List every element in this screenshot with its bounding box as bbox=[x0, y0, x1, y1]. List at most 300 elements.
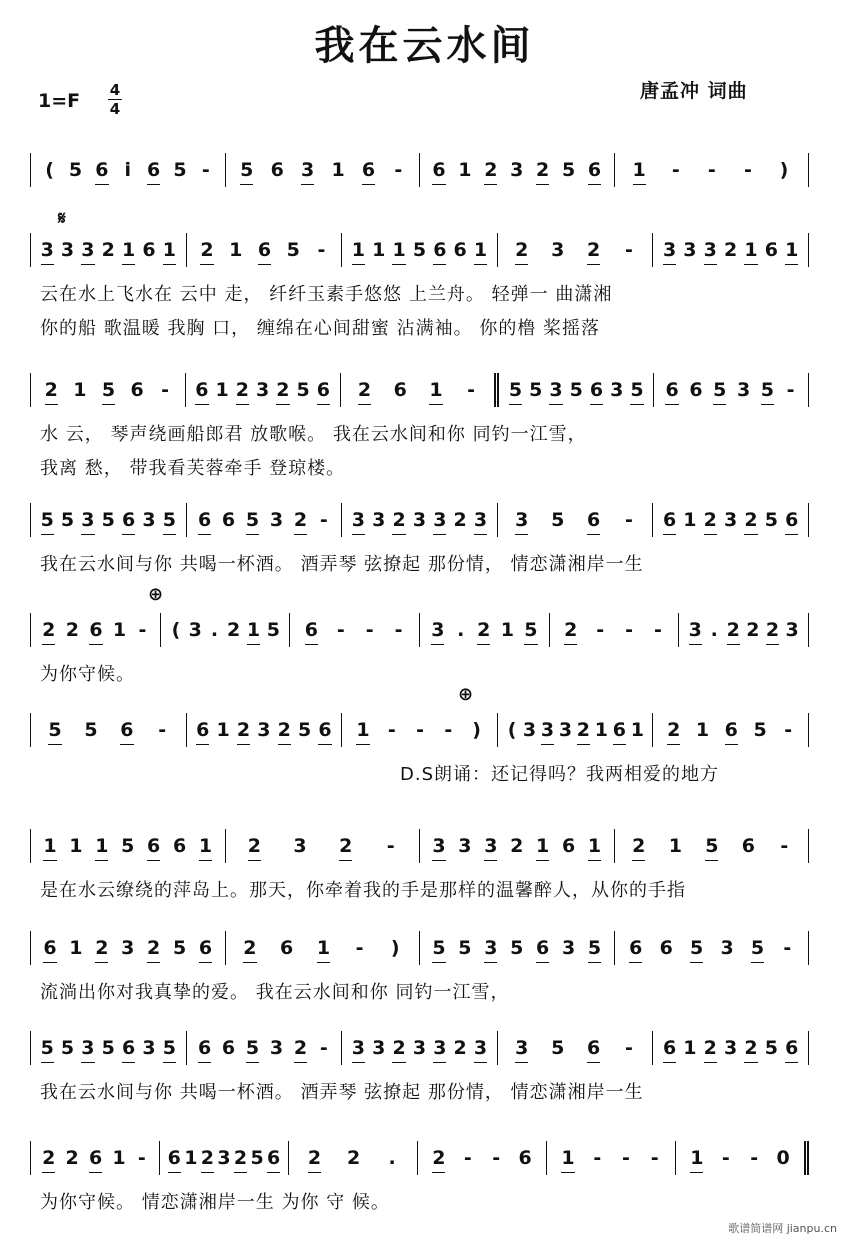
notes-row bbox=[30, 1030, 809, 1066]
note: 1 bbox=[500, 619, 514, 641]
note: 6 bbox=[43, 937, 57, 959]
note: 2 bbox=[233, 1147, 248, 1169]
note: 5 bbox=[510, 937, 524, 959]
note: 2 bbox=[667, 719, 681, 741]
note: 2 bbox=[357, 379, 372, 401]
note: 6 bbox=[361, 159, 376, 181]
measure bbox=[289, 1141, 418, 1175]
lyric-line: 水 云， 琴声绕画船郎君 放歌喉。 我在云水间和你 同钓一江雪， bbox=[40, 424, 587, 445]
note: - bbox=[596, 619, 605, 641]
note: ( bbox=[45, 159, 54, 181]
note: 6 bbox=[587, 509, 601, 531]
note: 2 bbox=[227, 619, 241, 641]
note: 1 bbox=[229, 239, 243, 261]
note: 1 bbox=[184, 1147, 198, 1169]
time-signature-bottom: 4 bbox=[109, 100, 121, 118]
note: 2 bbox=[147, 937, 161, 959]
note: 3 bbox=[458, 835, 472, 857]
note: 2 bbox=[247, 835, 261, 857]
watermark: 歌谱简谱网 jianpu.cn bbox=[728, 1222, 837, 1235]
note: 2 bbox=[703, 509, 717, 531]
note: 5 bbox=[101, 509, 115, 531]
note: 2 bbox=[95, 937, 109, 959]
note: 2 bbox=[101, 239, 115, 261]
note: 1 bbox=[162, 239, 176, 261]
notes-row bbox=[30, 232, 809, 268]
measure bbox=[615, 931, 810, 965]
measure bbox=[30, 373, 186, 407]
time-signature bbox=[108, 82, 122, 117]
note: 2 bbox=[536, 159, 550, 181]
note: 5 bbox=[240, 159, 254, 181]
note: 1 bbox=[392, 239, 406, 261]
measure bbox=[187, 713, 343, 747]
note: 1 bbox=[69, 835, 83, 857]
note: - bbox=[625, 509, 633, 531]
note: 2 bbox=[515, 239, 529, 261]
note: 1 bbox=[458, 159, 472, 181]
note: 2 bbox=[453, 1037, 467, 1059]
note: 6 bbox=[536, 937, 550, 959]
notes-row bbox=[30, 372, 809, 408]
note: . bbox=[210, 619, 219, 641]
note: 3 bbox=[703, 239, 717, 261]
note: 6 bbox=[198, 937, 213, 959]
note: - bbox=[671, 159, 680, 181]
note: - bbox=[786, 379, 795, 401]
note: 2 bbox=[477, 619, 491, 641]
note: 3 bbox=[551, 239, 565, 261]
note: 1 bbox=[69, 937, 83, 959]
note: - bbox=[625, 239, 633, 261]
measure bbox=[186, 373, 341, 407]
note: 3 bbox=[269, 1037, 284, 1059]
note: 6 bbox=[197, 1037, 212, 1059]
note: 2 bbox=[432, 1147, 446, 1169]
note: 1 bbox=[112, 1147, 126, 1169]
note: 3 bbox=[688, 619, 702, 641]
note: 2 bbox=[200, 1147, 215, 1169]
measure bbox=[30, 1031, 187, 1065]
measure bbox=[615, 153, 810, 187]
measure bbox=[30, 233, 187, 267]
note: 5 bbox=[68, 159, 83, 181]
measure bbox=[654, 373, 809, 407]
note: 6 bbox=[197, 509, 212, 531]
note: 1 bbox=[536, 835, 550, 857]
notes-row bbox=[30, 930, 809, 966]
note: 5 bbox=[172, 937, 187, 959]
note: 5 bbox=[250, 1147, 264, 1169]
note: 6 bbox=[195, 379, 209, 401]
note: - bbox=[137, 1147, 146, 1169]
note: 6 bbox=[318, 719, 332, 741]
measure bbox=[30, 829, 226, 863]
note: 6 bbox=[95, 159, 109, 181]
note: 6 bbox=[612, 719, 626, 741]
note: 5 bbox=[551, 509, 565, 531]
note: 6 bbox=[764, 239, 778, 261]
note: 3 bbox=[510, 159, 524, 181]
note: 2 bbox=[564, 619, 578, 641]
note: - bbox=[336, 619, 345, 641]
note: 6 bbox=[561, 835, 576, 857]
lyric-line: 流淌出你对我真挚的爱。 我在云水间和你 同钓一江雪， bbox=[40, 982, 510, 1003]
note: 3 bbox=[662, 239, 677, 261]
note: i bbox=[124, 159, 131, 181]
note: 2 bbox=[765, 619, 780, 641]
measure bbox=[498, 1031, 654, 1065]
note: 2 bbox=[484, 159, 498, 181]
note: 1 bbox=[372, 239, 386, 261]
note: 3 bbox=[351, 509, 365, 531]
note: - bbox=[394, 619, 403, 641]
note: - bbox=[721, 1147, 730, 1169]
note: 1 bbox=[683, 1037, 697, 1059]
note: - bbox=[622, 1147, 630, 1169]
note: 3 bbox=[81, 239, 95, 261]
note: - bbox=[355, 937, 364, 959]
lyric-line: 是在水云缭绕的萍岛上。那天，你牵着我的手是那样的温馨醉人，从你的手指 bbox=[40, 880, 686, 901]
note: - bbox=[467, 379, 476, 401]
notes-row bbox=[30, 612, 809, 648]
note: ) bbox=[779, 159, 789, 181]
note: - bbox=[138, 619, 147, 641]
note: 6 bbox=[662, 509, 677, 531]
note: ) bbox=[472, 719, 481, 741]
note: 6 bbox=[88, 1147, 103, 1169]
note: 6 bbox=[724, 719, 738, 741]
measure bbox=[420, 153, 615, 187]
note: - bbox=[784, 719, 793, 741]
note: - bbox=[158, 719, 167, 741]
note: 2 bbox=[744, 1037, 758, 1059]
note: 5 bbox=[101, 379, 116, 401]
note: - bbox=[593, 1147, 602, 1169]
note: 3 bbox=[188, 619, 202, 641]
note: 3 bbox=[217, 1147, 231, 1169]
note: 3 bbox=[351, 1037, 365, 1059]
note: 5 bbox=[162, 1037, 176, 1059]
note: 1 bbox=[316, 937, 331, 959]
note: 5 bbox=[245, 1037, 260, 1059]
note: 6 bbox=[587, 1037, 601, 1059]
note: 2 bbox=[276, 379, 290, 401]
note: 6 bbox=[689, 379, 703, 401]
note: 1 bbox=[215, 379, 229, 401]
note: 5 bbox=[173, 159, 187, 181]
note: 5 bbox=[713, 379, 727, 401]
note: 5 bbox=[529, 379, 543, 401]
note: 3 bbox=[549, 379, 563, 401]
note: 2 bbox=[744, 509, 758, 531]
measure bbox=[498, 713, 654, 747]
note: 1 bbox=[43, 835, 57, 857]
note: 3 bbox=[269, 509, 284, 531]
note: 3 bbox=[558, 719, 573, 741]
note: 6 bbox=[167, 1147, 181, 1169]
note: 2 bbox=[44, 379, 58, 401]
measure bbox=[420, 829, 615, 863]
note: 2 bbox=[235, 379, 250, 401]
note: 2 bbox=[347, 1147, 361, 1169]
note: 2 bbox=[587, 239, 601, 261]
note: 5 bbox=[764, 1037, 778, 1059]
lyric-line: 我离 愁， 带我看芙蓉牵手 登琼楼。 bbox=[40, 458, 346, 479]
note: ( bbox=[171, 619, 181, 641]
note: 3 bbox=[724, 1037, 738, 1059]
measure bbox=[653, 503, 809, 537]
note: 5 bbox=[40, 1037, 54, 1059]
note: 0 bbox=[776, 1147, 790, 1169]
measure bbox=[187, 1031, 343, 1065]
note: 5 bbox=[569, 379, 583, 401]
measure bbox=[420, 931, 615, 965]
note: 6 bbox=[120, 719, 134, 741]
note: 6 bbox=[257, 239, 272, 261]
note: 3 bbox=[683, 239, 697, 261]
note: 1 bbox=[429, 379, 443, 401]
note: 5 bbox=[60, 509, 75, 531]
note: 3 bbox=[142, 1037, 156, 1059]
note: 2 bbox=[293, 1037, 308, 1059]
note: 3 bbox=[81, 1037, 95, 1059]
measure bbox=[30, 931, 226, 965]
lyric-line: 为你守候。 bbox=[40, 664, 135, 685]
note: 2 bbox=[293, 509, 308, 531]
note: 3 bbox=[60, 239, 75, 261]
note: ( bbox=[507, 719, 517, 741]
note: 5 bbox=[760, 379, 775, 401]
note: - bbox=[386, 835, 395, 857]
note: 6 bbox=[142, 239, 156, 261]
measure bbox=[161, 613, 291, 647]
note: 5 bbox=[508, 379, 523, 401]
note: 2 bbox=[200, 239, 214, 261]
measure bbox=[226, 153, 421, 187]
note: - bbox=[780, 835, 789, 857]
measure bbox=[342, 713, 498, 747]
note: - bbox=[463, 1147, 472, 1169]
note: - bbox=[394, 159, 403, 181]
note: 2 bbox=[724, 239, 738, 261]
note: 2 bbox=[236, 719, 251, 741]
note: 6 bbox=[89, 619, 103, 641]
note: - bbox=[365, 619, 374, 641]
note: 5 bbox=[587, 937, 602, 959]
note: - bbox=[201, 159, 210, 181]
note: - bbox=[319, 509, 328, 531]
note: 5 bbox=[630, 379, 644, 401]
note: 3 bbox=[412, 1037, 427, 1059]
note: . bbox=[710, 619, 718, 641]
composer-credit: 唐孟冲 词曲 bbox=[640, 80, 748, 102]
measure bbox=[498, 233, 654, 267]
note: 6 bbox=[270, 159, 284, 181]
note: 3 bbox=[522, 719, 537, 741]
note: 6 bbox=[662, 1037, 677, 1059]
note: 3 bbox=[561, 937, 576, 959]
measure bbox=[226, 829, 421, 863]
note: 5 bbox=[753, 719, 767, 741]
measure bbox=[653, 713, 809, 747]
measure bbox=[420, 613, 550, 647]
measure bbox=[547, 1141, 676, 1175]
note: 5 bbox=[245, 509, 260, 531]
note: 5 bbox=[162, 509, 176, 531]
lyric-line: 为你守候。 情恋潇湘岸一生 为你 守 候。 bbox=[40, 1192, 390, 1213]
note: 3 bbox=[484, 937, 498, 959]
measure bbox=[418, 1141, 547, 1175]
note: 5 bbox=[48, 719, 62, 741]
note: 5 bbox=[764, 509, 778, 531]
note: 2 bbox=[703, 1037, 717, 1059]
note: 1 bbox=[632, 159, 646, 181]
note: 1 bbox=[690, 1147, 704, 1169]
note: - bbox=[650, 1147, 659, 1169]
measure bbox=[679, 613, 809, 647]
segno-symbol: 𝄋 bbox=[58, 208, 66, 229]
note: 2 bbox=[243, 937, 257, 959]
note: ) bbox=[390, 937, 400, 959]
note: 2 bbox=[392, 1037, 406, 1059]
note: 3 bbox=[257, 719, 271, 741]
note: 6 bbox=[122, 1037, 136, 1059]
note: 1 bbox=[356, 719, 370, 741]
measure bbox=[187, 233, 343, 267]
measure bbox=[676, 1141, 809, 1175]
note: 1 bbox=[73, 379, 87, 401]
measure bbox=[653, 233, 809, 267]
note: 1 bbox=[216, 719, 230, 741]
note: 2 bbox=[453, 509, 467, 531]
note: 2 bbox=[510, 835, 524, 857]
note: - bbox=[387, 719, 396, 741]
measure bbox=[187, 503, 343, 537]
note: 3 bbox=[431, 619, 445, 641]
note: 5 bbox=[458, 937, 472, 959]
lyric-line: 我在云水间与你 共喝一杯酒。 酒弄琴 弦撩起 那份情， 情恋潇湘岸一生 bbox=[40, 1082, 644, 1103]
note: 5 bbox=[297, 719, 312, 741]
time-signature-top: 4 bbox=[109, 81, 121, 99]
notes-row bbox=[30, 828, 809, 864]
note: - bbox=[750, 1147, 759, 1169]
note: 1 bbox=[246, 619, 261, 641]
note: 1 bbox=[587, 835, 602, 857]
note: 3 bbox=[372, 1037, 386, 1059]
note: 1 bbox=[122, 239, 136, 261]
note: - bbox=[783, 937, 792, 959]
note: 3 bbox=[293, 835, 307, 857]
note: 1 bbox=[561, 1147, 575, 1169]
note: 2 bbox=[392, 509, 406, 531]
measure bbox=[290, 613, 420, 647]
key-signature: 1=F bbox=[38, 90, 81, 112]
note: 5 bbox=[101, 1037, 115, 1059]
note: 3 bbox=[473, 1037, 488, 1059]
note: 3 bbox=[515, 509, 529, 531]
note: 3 bbox=[432, 835, 446, 857]
lyric-line: 你的船 歌温暖 我胸 口， 缠绵在心间甜蜜 沾满袖。 你的橹 桨摇落 bbox=[40, 318, 601, 339]
note: 5 bbox=[561, 159, 576, 181]
notes-row bbox=[30, 712, 809, 748]
lyric-line: 我在云水间与你 共喝一杯酒。 酒弄琴 弦撩起 那份情， 情恋潇湘岸一生 bbox=[40, 554, 644, 575]
note: 6 bbox=[147, 835, 161, 857]
note: 3 bbox=[121, 937, 135, 959]
note: 1 bbox=[594, 719, 608, 741]
measure bbox=[30, 713, 187, 747]
note: 6 bbox=[587, 159, 602, 181]
note: 3 bbox=[473, 509, 488, 531]
note: 3 bbox=[40, 239, 54, 261]
note: 6 bbox=[741, 835, 756, 857]
note: 6 bbox=[629, 937, 643, 959]
note: - bbox=[625, 619, 633, 641]
measure bbox=[342, 1031, 498, 1065]
note: 1 bbox=[95, 835, 109, 857]
note: 2 bbox=[42, 619, 56, 641]
note: 6 bbox=[221, 509, 236, 531]
lyric-line: 云在水上飞水在 云中 走， 纤纤玉素手悠悠 上兰舟。 轻弹一 曲潇湘 bbox=[40, 284, 613, 305]
note: - bbox=[743, 159, 752, 181]
notes-row bbox=[30, 152, 809, 188]
note: 3 bbox=[256, 379, 270, 401]
measure bbox=[653, 1031, 809, 1065]
note: 6 bbox=[146, 159, 161, 181]
note: 2 bbox=[277, 719, 291, 741]
note: - bbox=[416, 719, 425, 741]
note: 6 bbox=[589, 379, 604, 401]
note: 3 bbox=[720, 937, 734, 959]
note: 6 bbox=[518, 1147, 532, 1169]
note: - bbox=[444, 719, 453, 741]
measure bbox=[498, 503, 654, 537]
note: 5 bbox=[524, 619, 538, 641]
measure bbox=[550, 613, 680, 647]
notes-row bbox=[30, 1140, 809, 1176]
lyric-line: D.S朗诵：还记得吗？我两相爱的地方 bbox=[400, 764, 720, 785]
note: 3 bbox=[142, 509, 156, 531]
measure bbox=[342, 233, 498, 267]
note: - bbox=[317, 239, 326, 261]
note: 5 bbox=[60, 1037, 75, 1059]
note: 2 bbox=[307, 1147, 322, 1169]
note: 2 bbox=[726, 619, 740, 641]
note: 3 bbox=[736, 379, 751, 401]
measure bbox=[615, 829, 810, 863]
note: 5 bbox=[296, 379, 310, 401]
note: 6 bbox=[393, 379, 407, 401]
note: 6 bbox=[659, 937, 673, 959]
note: 6 bbox=[196, 719, 210, 741]
note: 6 bbox=[304, 619, 318, 641]
note: 1 bbox=[198, 835, 213, 857]
note: 3 bbox=[433, 1037, 447, 1059]
note: 1 bbox=[331, 159, 345, 181]
note: - bbox=[707, 159, 716, 181]
note: 5 bbox=[750, 937, 765, 959]
note: 6 bbox=[316, 379, 331, 401]
note: 1 bbox=[668, 835, 682, 857]
note: 1 bbox=[473, 239, 488, 261]
notes-row bbox=[30, 502, 809, 538]
coda-symbol: ⊕ bbox=[458, 684, 474, 705]
note: 1 bbox=[351, 239, 365, 261]
measure bbox=[342, 503, 498, 537]
note: 3 bbox=[724, 509, 738, 531]
note: 6 bbox=[785, 509, 799, 531]
song-title: 我在云水间 bbox=[314, 22, 535, 69]
